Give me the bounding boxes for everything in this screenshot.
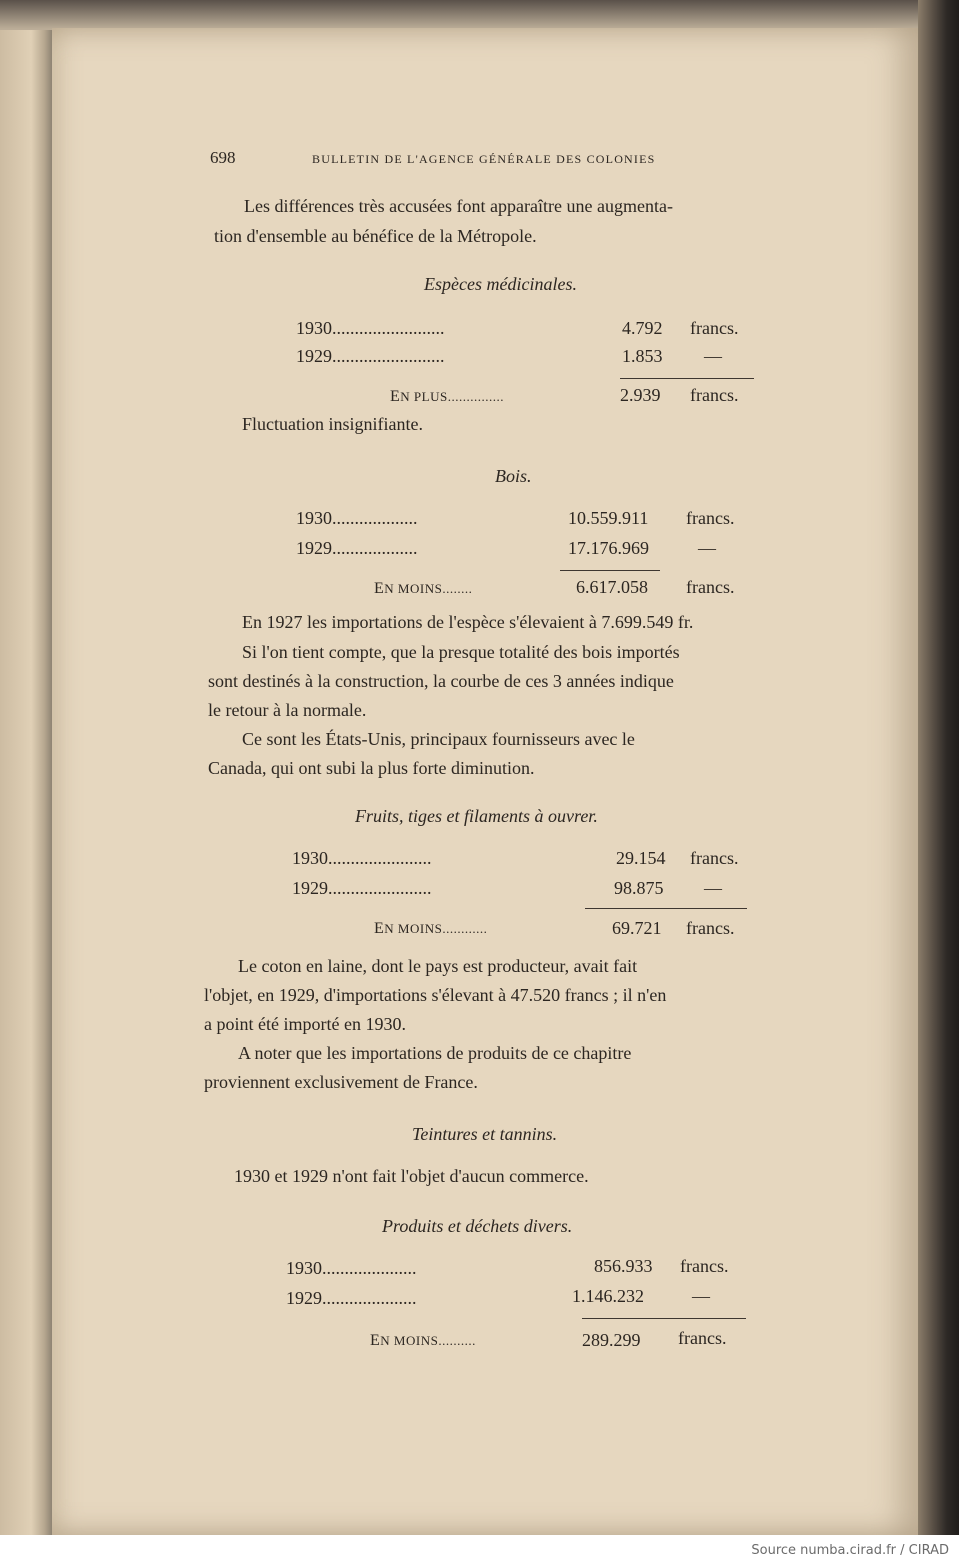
paragraph-line: Si l'on tient compte, que la presque totalité des bois importés xyxy=(242,642,680,662)
total-value: 6.617.058 xyxy=(576,577,648,597)
row-value: 4.792 xyxy=(622,318,663,338)
left-page-stack xyxy=(0,30,52,1535)
paragraph-line: le retour à la normale. xyxy=(208,700,367,720)
row-unit: francs. xyxy=(690,848,739,868)
row-year: 1929................... xyxy=(296,538,418,558)
row-value: 856.933 xyxy=(594,1256,653,1276)
paragraph-line: En 1927 les importations de l'espèce s'élevaient à 7.699.549 fr. xyxy=(242,612,694,632)
row-year: 1930................... xyxy=(296,508,418,528)
row-year: 1930....................... xyxy=(292,848,432,868)
page-number: 698 xyxy=(210,148,236,167)
total-unit: francs. xyxy=(686,918,735,938)
row-year: 1929..................... xyxy=(286,1288,417,1308)
total-value: 69.721 xyxy=(612,918,662,938)
row-unit: — xyxy=(704,346,722,366)
paragraph-line: A noter que les importations de produits de ce chapitre xyxy=(238,1043,632,1063)
row-unit: francs. xyxy=(680,1256,729,1276)
paragraph-line: Fluctuation insignifiante. xyxy=(242,414,423,434)
sum-rule xyxy=(560,570,660,571)
book-page xyxy=(52,28,920,1535)
total-unit: francs. xyxy=(678,1328,727,1348)
section-title: Espèces médicinales. xyxy=(424,274,577,294)
row-unit: — xyxy=(698,538,716,558)
row-year: 1929....................... xyxy=(292,878,432,898)
total-label: EN MOINS............ xyxy=(374,920,488,937)
book-right-edge xyxy=(918,0,959,1535)
row-year: 1930..................... xyxy=(286,1258,417,1278)
intro-line: Les différences très accusées font apparaître une augmenta- xyxy=(244,196,673,216)
paragraph-line: Canada, qui ont subi la plus forte diminution. xyxy=(208,758,535,778)
paragraph-line: l'objet, en 1929, d'importations s'élevant à 47.520 francs ; il n'en xyxy=(204,985,667,1005)
row-value: 1.146.232 xyxy=(572,1286,644,1306)
row-unit: francs. xyxy=(690,318,739,338)
section-title: Fruits, tiges et filaments à ouvrer. xyxy=(355,806,598,826)
paragraph-line: a point été importé en 1930. xyxy=(204,1014,406,1034)
total-label: EN MOINS........ xyxy=(374,580,473,597)
total-label: EN MOINS.......... xyxy=(370,1332,476,1349)
source-credit: Source numba.cirad.fr / CIRAD xyxy=(751,1543,949,1558)
row-year: 1930......................... xyxy=(296,318,445,338)
section-title: Teintures et tannins. xyxy=(412,1124,558,1144)
sum-rule xyxy=(585,908,747,909)
paragraph-line: sont destinés à la construction, la courbe de ces 3 années indique xyxy=(208,671,674,691)
paragraph-line: proviennent exclusivement de France. xyxy=(204,1072,478,1092)
row-unit: — xyxy=(692,1286,710,1306)
total-value: 2.939 xyxy=(620,385,661,405)
row-unit: — xyxy=(704,878,722,898)
paragraph-line: Le coton en laine, dont le pays est producteur, avait fait xyxy=(238,956,638,976)
total-value: 289.299 xyxy=(582,1330,641,1350)
image-footer xyxy=(0,1535,959,1566)
sum-rule xyxy=(582,1318,746,1319)
total-unit: francs. xyxy=(686,577,735,597)
row-value: 1.853 xyxy=(622,346,663,366)
paragraph-line: 1930 et 1929 n'ont fait l'objet d'aucun commerce. xyxy=(234,1166,589,1186)
paragraph-line: Ce sont les États-Unis, principaux fournisseurs avec le xyxy=(242,729,635,749)
row-value: 29.154 xyxy=(616,848,666,868)
running-title: BULLETIN DE L'AGENCE GÉNÉRALE DES COLONIES xyxy=(312,152,656,166)
intro-line: tion d'ensemble au bénéfice de la Métropole. xyxy=(214,226,537,246)
row-value: 98.875 xyxy=(614,878,664,898)
section-title: Bois. xyxy=(495,466,532,486)
section-title: Produits et déchets divers. xyxy=(382,1216,573,1236)
total-label: EN PLUS............... xyxy=(390,388,504,405)
row-year: 1929......................... xyxy=(296,346,445,366)
row-value: 17.176.969 xyxy=(568,538,649,558)
sum-rule xyxy=(620,378,754,379)
total-unit: francs. xyxy=(690,385,739,405)
row-unit: francs. xyxy=(686,508,735,528)
row-value: 10.559.911 xyxy=(568,508,649,528)
